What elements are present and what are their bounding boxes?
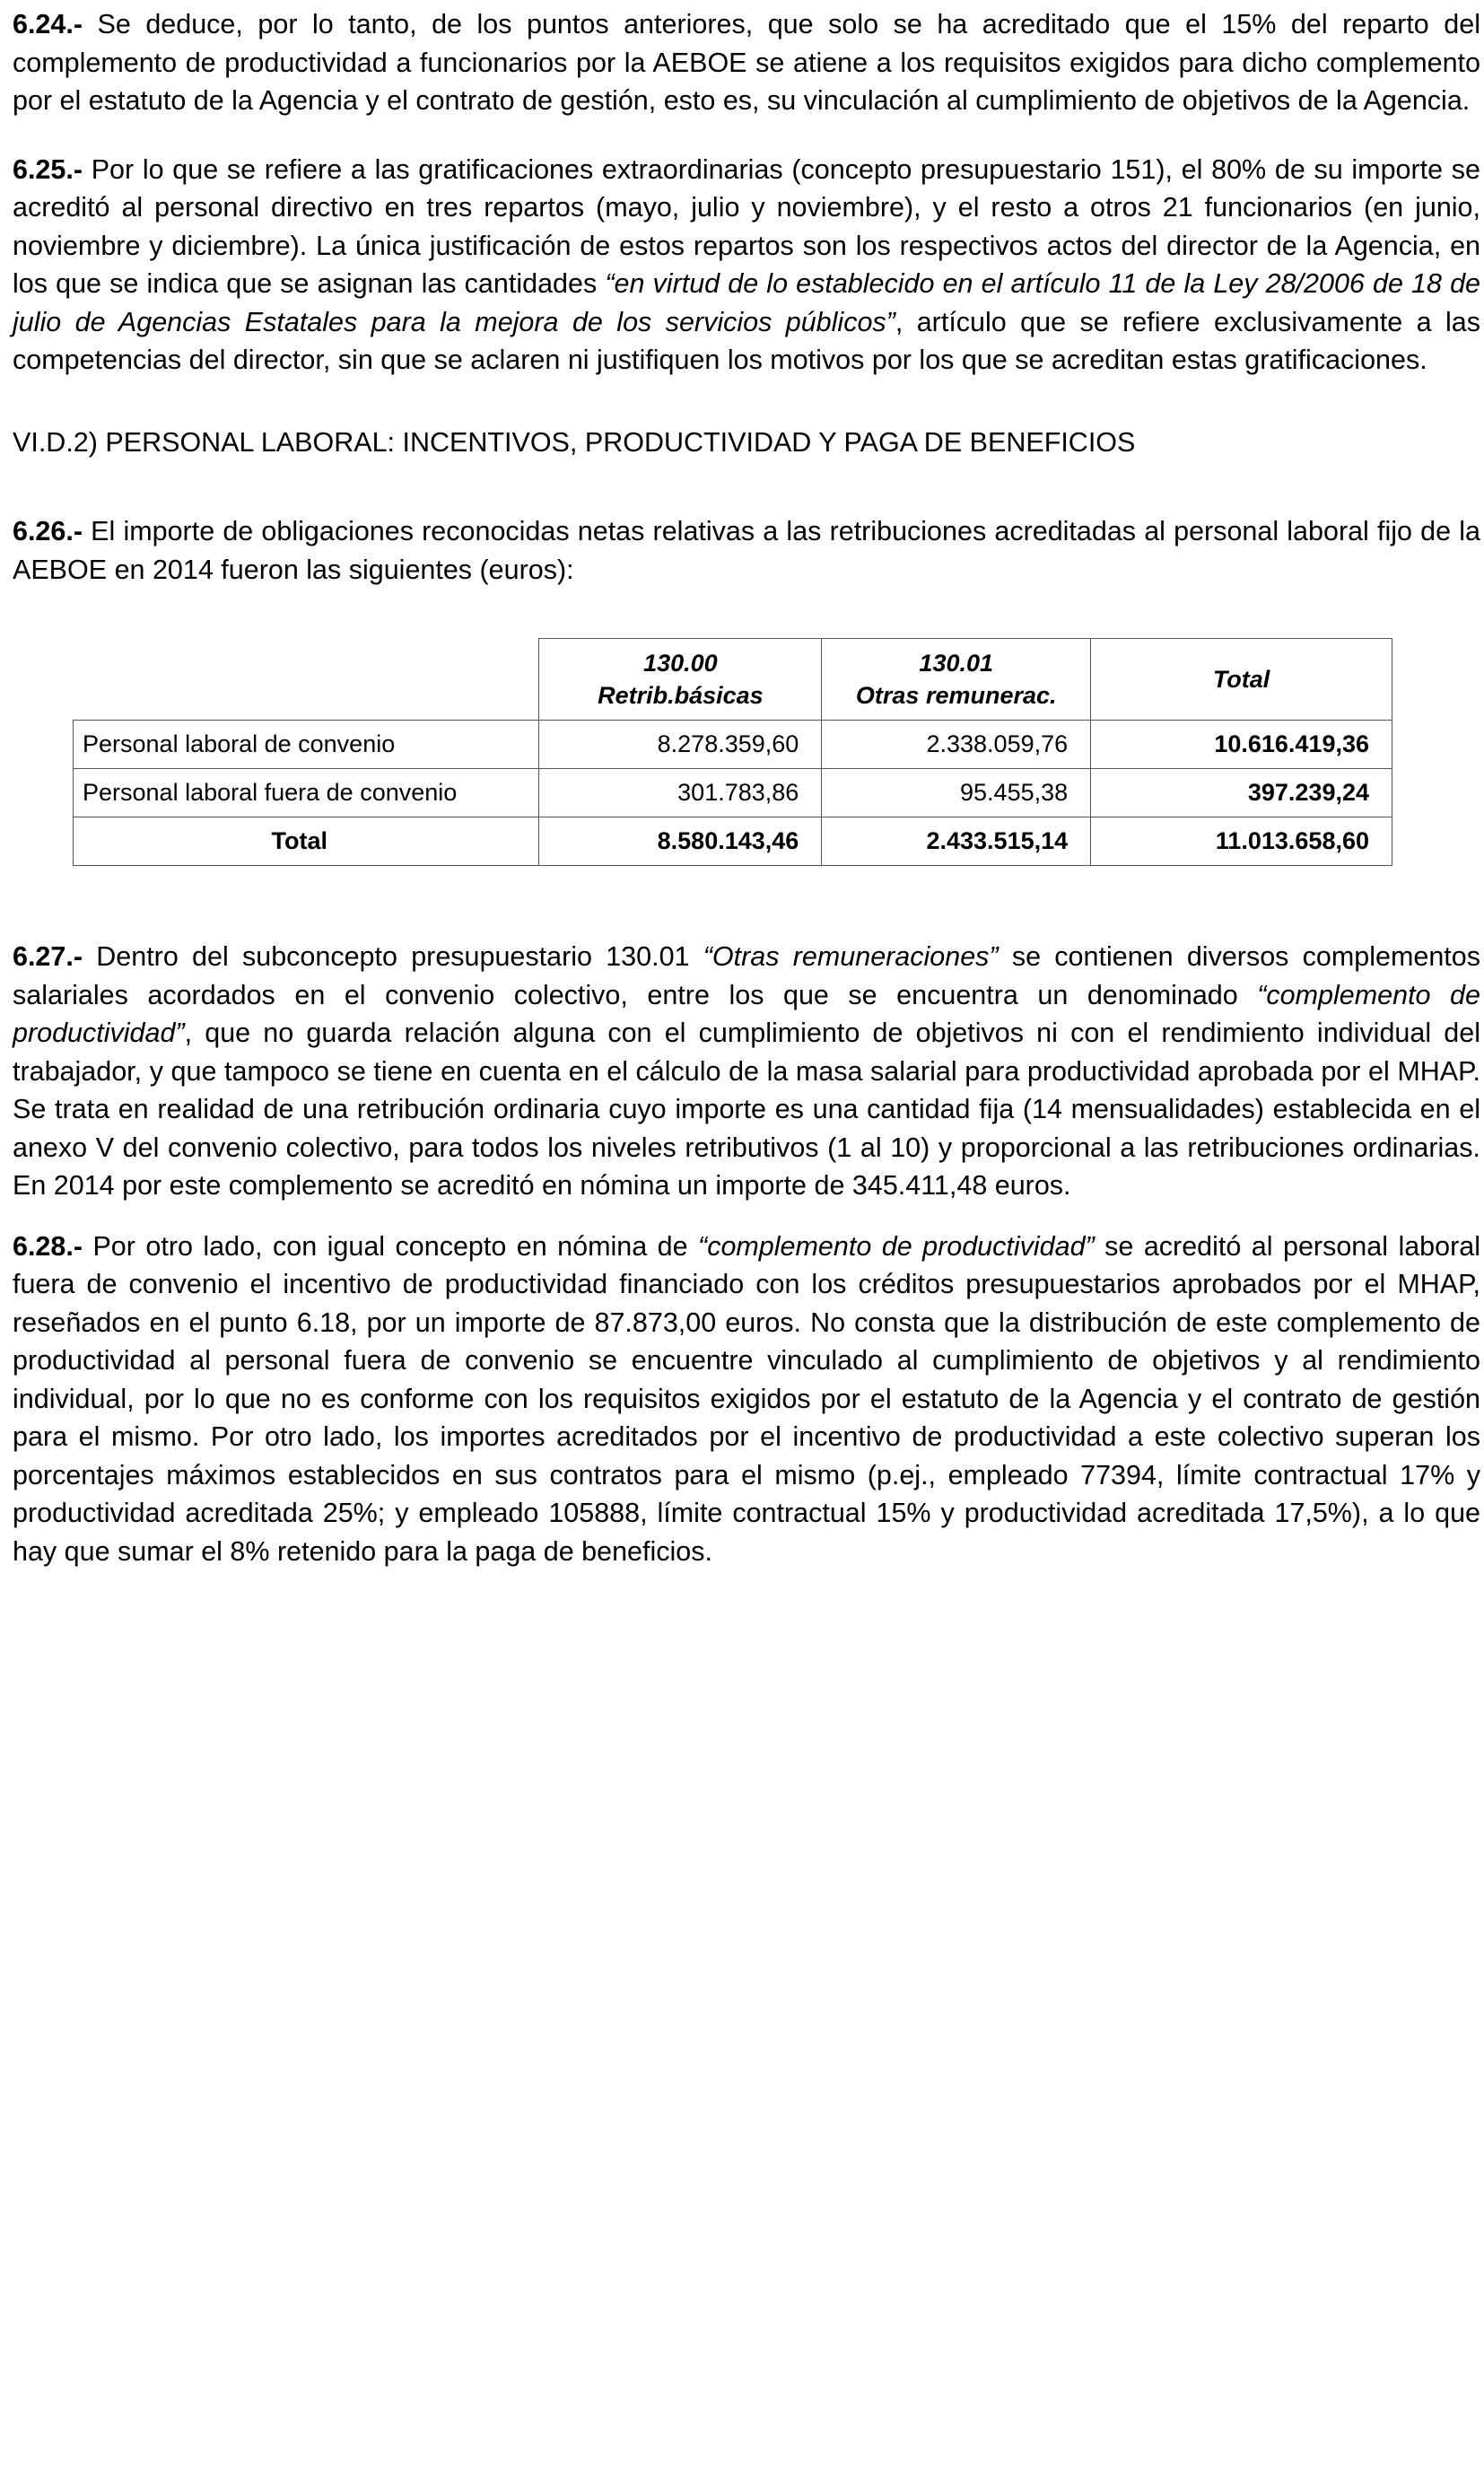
cell-130-01: 2.433.515,14 [822, 817, 1091, 866]
quoted-text: “Otras remuneraciones” [703, 941, 999, 972]
retribuciones-table [73, 638, 1392, 866]
paragraph-text: Se deduce, por lo tanto, de los puntos anteriores, que solo se ha acreditado que el 15% del reparto del complemento de productividad a funcionarios por la AEBOE se atiene a los requisitos exigidos para dicho complemento por el estatuto de la Agencia y el contrato de gestión, esto es, su vinculación al cumplimiento de objetivos de la Agencia. [13, 9, 1480, 116]
paragraph-number: 6.24.- [13, 9, 83, 39]
paragraph-text: , artículo que se refiere exclusivamente a las competencias del director, sin que se aclaren ni justifiquen los motivos por los que se acreditan estas gratificaciones. [13, 306, 1480, 375]
row-label: Personal laboral de convenio [74, 721, 539, 769]
row-label: Personal laboral fuera de convenio [74, 769, 539, 817]
header-empty-cell [74, 639, 539, 721]
paragraph-text: se contienen diversos complementos salariales acordados en el convenio colectivo, entre los que se encuentra un denominado [13, 941, 1480, 1010]
paragraph-number: 6.26.- [13, 516, 83, 546]
cell-130-01: 95.455,38 [822, 769, 1091, 817]
cell-130-00: 8.580.143,46 [539, 817, 822, 866]
cell-total: 10.616.419,36 [1091, 721, 1392, 769]
paragraph-text: Dentro del subconcepto presupuestario 130.01 [83, 941, 703, 972]
table-total-row [74, 817, 1392, 866]
paragraph-text: Por lo que se refiere a las gratificaciones extraordinarias (concepto presupuestario 151), el 80% de su importe se acreditó al personal directivo en tres repartos (mayo, julio y noviembre), y el resto a otros 21 funcionarios (en junio, noviembre y diciembre). La única justificación de estos repartos son los respectivos actos del director de la Agencia, en los que se indica que se asignan las cantidades [13, 153, 1480, 299]
header-desc: Otras remunerac. [855, 682, 1057, 709]
paragraph-text: , que no guarda relación alguna con el cumplimiento de objetivos ni con el rendimiento individual del trabajador, y que tampoco se tiene en cuenta en el cálculo de la masa salarial para productividad aprobada por el MHAP. Se trata en realidad de una retribución ordinaria cuyo importe es una cantidad fija (14 mensualidades) establecida en el anexo V del convenio colectivo, para todos los niveles retributivos (1 al 10) y proporcional a las retribuciones ordinarias. En 2014 por este complemento se acreditó en nómina un importe de 345.411,48 euros. [13, 1018, 1480, 1201]
table-row [74, 721, 1392, 769]
paragraph-6-27 [13, 938, 1480, 1205]
paragraph-6-28 [13, 1228, 1480, 1571]
quoted-text: “complemento de productividad” [13, 979, 1480, 1048]
quoted-text: “en virtud de lo establecido en el artículo 11 de la Ley 28/2006 de 18 de julio de Agencias Estatales para la mejora de los servicios públicos” [13, 268, 1481, 337]
table-header-row [74, 639, 1392, 721]
paragraph-number: 6.27.- [13, 941, 83, 972]
header-code: 130.00 [643, 650, 718, 677]
quoted-text: “complemento de productividad” [698, 1230, 1095, 1262]
paragraph-number: 6.28.- [13, 1230, 83, 1262]
paragraph-6-25 [13, 151, 1480, 380]
paragraph-6-26 [13, 512, 1480, 589]
cell-130-00: 301.783,86 [539, 769, 822, 817]
header-desc: Retrib.básicas [598, 682, 764, 709]
paragraph-text: El importe de obligaciones reconocidas netas relativas a las retribuciones acreditadas al personal laboral fijo de la AEBOE en 2014 fueron las siguientes (euros): [13, 516, 1480, 585]
paragraph-text: Por otro lado, con igual concepto en nómina de [83, 1230, 699, 1262]
cell-total: 397.239,24 [1091, 769, 1392, 817]
document-page [13, 5, 1480, 1570]
header-130-01 [822, 639, 1091, 721]
paragraph-6-24 [13, 5, 1480, 120]
paragraph-text: se acreditó al personal laboral fuera de convenio el incentivo de productividad financiado con los créditos presupuestarios aprobados por el MHAP, reseñados en el punto 6.18, por un importe de 87.873,00 euros. No consta que la distribución de este complemento de productividad al personal fuera de convenio se encuentre vinculado al cumplimiento de objetivos y al rendimiento individual, por lo que no es conforme con los requisitos exigidos por el estatuto de la Agencia y el contrato de gestión para el mismo. Por otro lado, los importes acreditados por el incentivo de productividad a este colectivo superan los porcentajes máximos establecidos en sus contratos para el mismo (p.ej., empleado 77394, límite contractual 17% y productividad acreditada 25%; y empleado 105888, límite contractual 15% y productividad acreditada 17,5%), a lo que hay que sumar el 8% retenido para la paga de beneficios. [13, 1230, 1481, 1567]
cell-130-00: 8.278.359,60 [539, 721, 822, 769]
row-label: Total [74, 817, 539, 866]
section-heading: VI.D.2) PERSONAL LABORAL: INCENTIVOS, PRODUCTIVIDAD Y PAGA DE BENEFICIOS [13, 426, 1136, 458]
header-total [1091, 639, 1392, 721]
cell-total: 11.013.658,60 [1091, 817, 1392, 866]
table-row [74, 769, 1392, 817]
paragraph-number: 6.25.- [13, 153, 83, 185]
header-130-00 [539, 639, 822, 721]
cell-130-01: 2.338.059,76 [822, 721, 1091, 769]
header-code: Total [1212, 666, 1270, 693]
header-code: 130.01 [919, 650, 994, 677]
